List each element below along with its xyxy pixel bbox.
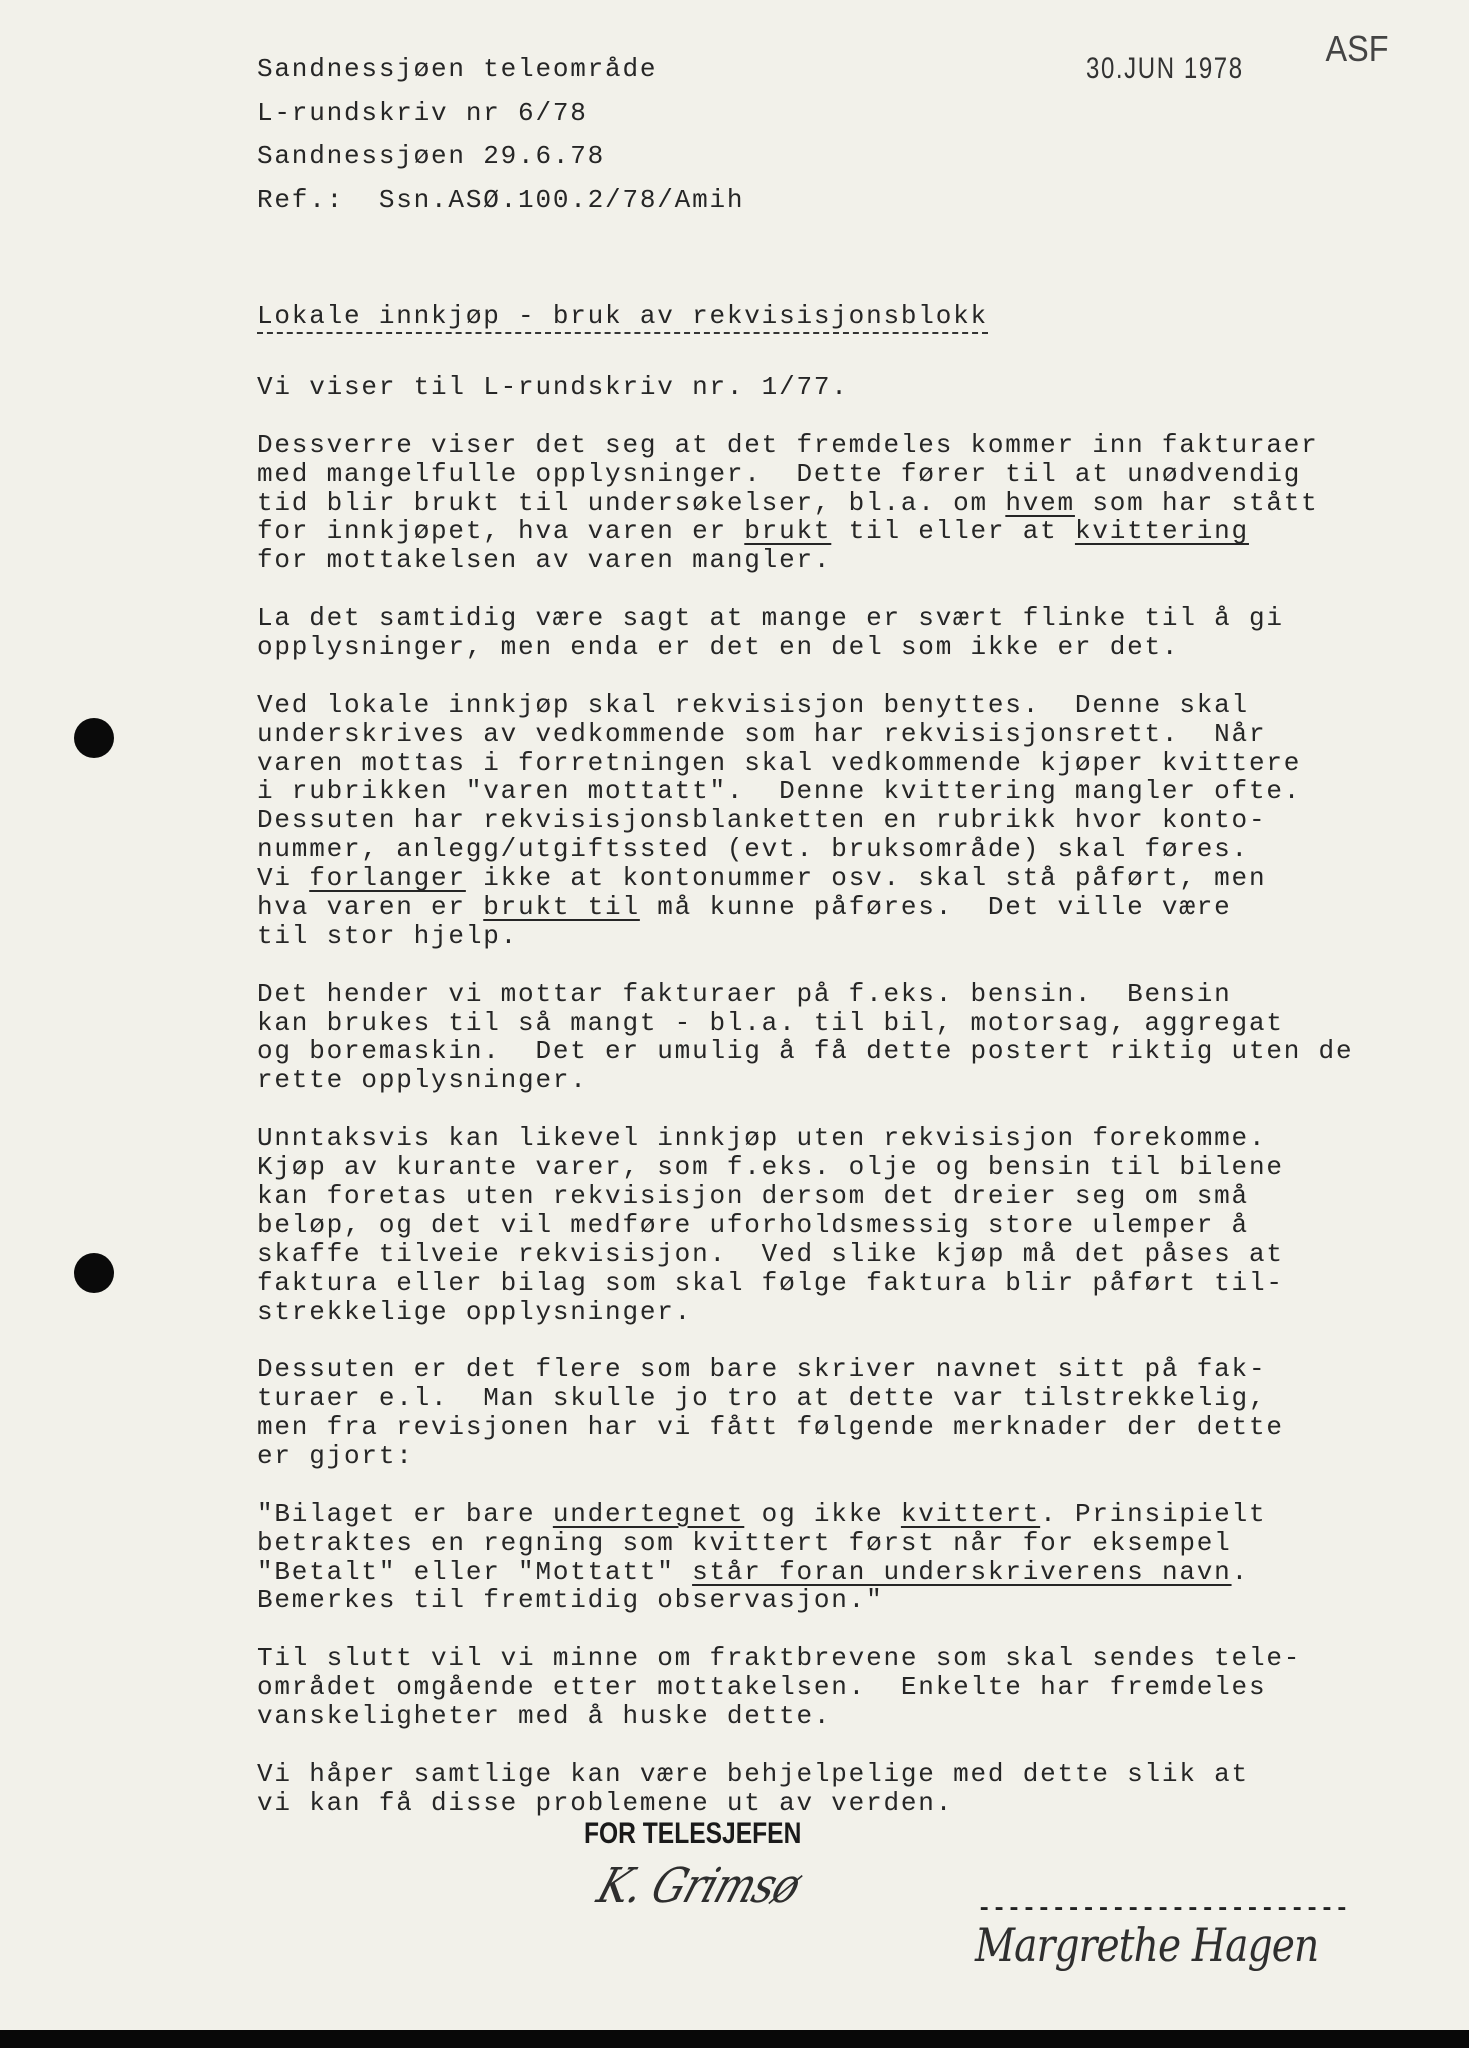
underlined-text: undertegnet xyxy=(552,1498,745,1529)
text-segment: faktura eller bilag som skal følge faktura blir påført til- xyxy=(257,1267,1284,1298)
underlined-text: står foran underskriverens navn xyxy=(692,1556,1232,1587)
text-line xyxy=(257,1124,1407,1153)
text-line xyxy=(257,1500,1407,1529)
text-segment: . xyxy=(1231,1556,1249,1587)
text-segment: Unntaksvis kan likevel innkjøp uten rekvisisjon forekomme. xyxy=(257,1123,1267,1154)
text-segment: ikke at kontonummer osv. skal stå påført, men xyxy=(465,863,1267,894)
underlined-text: brukt til xyxy=(483,892,640,923)
text-segment: tid blir brukt til undersøkelser, bl.a. om xyxy=(257,487,1006,518)
paragraph xyxy=(257,1644,1407,1731)
text-segment: Dessuten har rekvisisjonsblanketten en rubrikk hvor konto- xyxy=(257,805,1267,836)
text-line xyxy=(257,633,1407,662)
text-line xyxy=(257,1644,1407,1673)
text-line xyxy=(257,1586,1407,1615)
underlined-text: kvittering xyxy=(1074,516,1249,547)
underlined-text: kvittert xyxy=(900,1498,1041,1529)
text-line xyxy=(257,1760,1407,1789)
text-segment: kan brukes til så mangt - bl.a. til bil, motorsag, aggregat xyxy=(257,1007,1284,1038)
text-line xyxy=(257,691,1407,720)
text-segment: "Bilaget er bare xyxy=(257,1498,553,1529)
paragraph xyxy=(257,431,1407,575)
paragraph xyxy=(257,1760,1407,1818)
text-segment: må kunne påføres. Det ville være xyxy=(639,892,1232,923)
reference: Ref.: Ssn.ASØ.100.2/78/Amih xyxy=(257,185,745,215)
letter-title: Lokale innkjøp - bruk av rekvisisjonsblokk xyxy=(257,302,988,334)
text-segment: Ved lokale innkjøp skal rekvisisjon benyttes. Denne skal xyxy=(257,689,1249,720)
text-line xyxy=(257,922,1407,951)
paragraph xyxy=(257,1124,1407,1326)
text-line xyxy=(257,1442,1407,1471)
text-segment: underskrives av vedkommende som har rekvisisjonsrett. Når xyxy=(257,718,1267,749)
text-segment: turaer e.l. Man skulle jo tro at dette var tilstrekkelig, xyxy=(257,1383,1267,1414)
text-segment: er gjort: xyxy=(257,1440,414,1471)
text-segment: Dessverre viser det seg at det fremdeles kommer inn fakturaer xyxy=(257,429,1319,460)
text-segment: til eller at xyxy=(831,516,1075,547)
text-segment: kan foretas uten rekvisisjon dersom det dreier seg om små xyxy=(257,1180,1249,1211)
paragraph xyxy=(257,980,1407,1096)
text-segment: vanskeligheter med å huske dette. xyxy=(257,1700,832,1731)
signature-stamp: FOR TELESJEFEN xyxy=(584,1817,802,1850)
punch-hole xyxy=(74,718,114,758)
text-segment: strekkelige opplysninger. xyxy=(257,1296,693,1327)
text-line xyxy=(257,1384,1407,1413)
text-line xyxy=(257,604,1407,633)
paragraph xyxy=(257,691,1407,951)
text-segment: hva varen er xyxy=(257,892,484,923)
handwritten-initials: ASF xyxy=(1325,28,1389,69)
text-segment: varen mottas i forretningen skal vedkommende kjøper kvittere xyxy=(257,747,1302,778)
text-line xyxy=(257,517,1407,546)
text-segment: med mangelfulle opplysninger. Dette fører til at unødvendig xyxy=(257,458,1302,489)
place-date: Sandnessjøen 29.6.78 xyxy=(257,141,606,171)
text-segment: Vi xyxy=(257,863,310,894)
text-line xyxy=(257,777,1407,806)
text-line xyxy=(257,1702,1407,1731)
sender-office: Sandnessjøen teleområde xyxy=(257,54,658,84)
text-segment: "Betalt" eller "Mottatt" xyxy=(257,1556,693,1587)
received-date-stamp: 30.JUN 1978 xyxy=(1086,52,1244,85)
text-line xyxy=(257,980,1407,1009)
text-line xyxy=(257,546,1407,575)
text-segment: beløp, og det vil medføre uforholdsmessig store ulemper å xyxy=(257,1209,1249,1240)
text-segment: Dessuten er det flere som bare skriver navnet sitt på fak- xyxy=(257,1354,1267,1385)
text-segment: men fra revisjonen har vi fått følgende merknader der dette xyxy=(257,1412,1284,1443)
text-line xyxy=(257,835,1407,864)
text-line xyxy=(257,1413,1407,1442)
text-segment: Vi viser til L-rundskriv nr. 1/77. xyxy=(257,372,849,402)
signature-dash-line: ------------------------- xyxy=(977,1896,1350,1923)
text-segment: Vi håper samtlige kan være behjelpelige med dette slik at xyxy=(257,1758,1249,1789)
text-line xyxy=(257,489,1407,518)
text-line xyxy=(257,1529,1407,1558)
scan-edge xyxy=(0,2030,1469,2048)
underlined-text: brukt xyxy=(744,516,832,547)
letter-body xyxy=(257,373,1407,1846)
text-line xyxy=(257,1558,1407,1587)
text-segment: La det samtidig være sagt at mange er svært flinke til å gi xyxy=(257,603,1284,634)
text-line xyxy=(257,864,1407,893)
text-segment: skaffe tilveie rekvisisjon. Ved slike kjøp må det påses at xyxy=(257,1238,1284,1269)
text-segment: for innkjøpet, hva varen er xyxy=(257,516,745,547)
text-segment: som har stått xyxy=(1074,487,1319,518)
text-segment: Til slutt vil vi minne om fraktbrevene som skal sendes tele- xyxy=(257,1643,1302,1674)
text-line xyxy=(257,373,1407,402)
underlined-text: hvem xyxy=(1005,487,1075,518)
text-segment: og ikke xyxy=(744,1498,901,1529)
text-line xyxy=(257,1037,1407,1066)
paragraph xyxy=(257,1500,1407,1616)
text-segment: . Prinsipielt xyxy=(1040,1498,1267,1529)
text-segment: og boremaskin. Det er umulig å få dette postert riktig uten de xyxy=(257,1036,1354,1067)
text-line xyxy=(257,720,1407,749)
text-line xyxy=(257,893,1407,922)
punch-hole xyxy=(74,1253,114,1293)
text-line xyxy=(257,1153,1407,1182)
text-line xyxy=(257,1009,1407,1038)
text-line xyxy=(257,1240,1407,1269)
text-segment: nummer, anlegg/utgiftssted (evt. bruksområde) skal føres. xyxy=(257,834,1249,865)
underlined-text: forlanger xyxy=(309,863,466,894)
circular-number: L-rundskriv nr 6/78 xyxy=(257,98,588,128)
text-segment: i rubrikken "varen mottatt". Denne kvittering mangler ofte. xyxy=(257,776,1302,807)
text-line xyxy=(257,460,1407,489)
text-line xyxy=(257,1298,1407,1327)
text-segment: Kjøp av kurante varer, som f.eks. olje og bensin til bilene xyxy=(257,1152,1284,1183)
text-line xyxy=(257,1211,1407,1240)
text-line xyxy=(257,1269,1407,1298)
text-segment: området omgående etter mottakelsen. Enkelte har fremdeles xyxy=(257,1672,1267,1703)
text-line xyxy=(257,1182,1407,1211)
text-segment: Bemerkes til fremtidig observasjon." xyxy=(257,1585,884,1616)
text-line xyxy=(257,1066,1407,1095)
text-segment: opplysninger, men enda er det en del som ikke er det. xyxy=(257,632,1180,663)
paragraph xyxy=(257,1355,1407,1471)
text-line xyxy=(257,749,1407,778)
text-line xyxy=(257,806,1407,835)
text-segment: til stor hjelp. xyxy=(257,920,519,951)
paragraph xyxy=(257,373,1407,402)
text-line xyxy=(257,1789,1407,1818)
text-segment: rette opplysninger. xyxy=(257,1065,588,1096)
text-segment: Det hender vi mottar fakturaer på f.eks. bensin. Bensin xyxy=(257,978,1232,1009)
text-segment: vi kan få disse problemene ut av verden. xyxy=(257,1787,954,1818)
text-line xyxy=(257,431,1407,460)
text-line xyxy=(257,1673,1407,1702)
text-line xyxy=(257,1355,1407,1384)
paragraph xyxy=(257,604,1407,662)
text-segment: for mottakelsen av varen mangler. xyxy=(257,545,832,576)
signature-grimso: K. Grimsø xyxy=(590,1858,808,1914)
signature-margrethe-hagen: Margrethe Hagen xyxy=(975,1918,1319,1972)
text-segment: betraktes en regning som kvittert først når for eksempel xyxy=(257,1527,1232,1558)
